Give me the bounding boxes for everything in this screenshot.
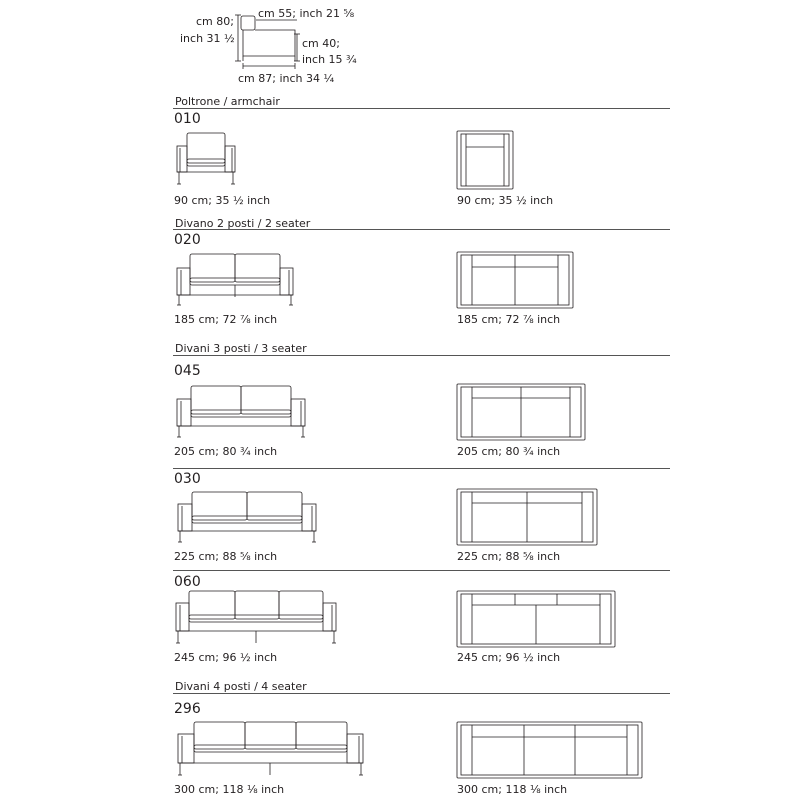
width-label-front-020: 185 cm; 72 ⅞ inch (174, 313, 278, 326)
front-view-296 (178, 722, 363, 775)
seat-depth-label: cm 55; inch 21 ⅝ (258, 7, 355, 20)
width-label-front-296: 300 cm; 118 ⅛ inch (174, 783, 285, 796)
depth-label: cm 87; inch 34 ¼ (238, 72, 335, 85)
width-label-front-010: 90 cm; 35 ½ inch (174, 194, 271, 207)
width-label-top-030: 225 cm; 88 ⅝ inch (457, 550, 561, 563)
width-label-front-030: 225 cm; 88 ⅝ inch (174, 550, 278, 563)
section-title-armchair: Poltrone / armchair (175, 95, 280, 108)
section-title-4-seater: Divani 4 posti / 4 seater (175, 680, 307, 693)
width-label-top-010: 90 cm; 35 ½ inch (457, 194, 554, 207)
top-view-020 (457, 252, 573, 308)
top-view-296 (457, 722, 642, 778)
model-code-045: 045 (174, 363, 201, 379)
section-title-3-seater: Divani 3 posti / 3 seater (175, 342, 307, 355)
height-inch-label: inch 31 ½ (180, 32, 235, 45)
side-view-drawing (235, 15, 300, 69)
model-code-030: 030 (174, 471, 201, 487)
height-cm-label: cm 80; (196, 15, 234, 28)
top-view-010 (457, 131, 513, 189)
front-view-020 (177, 254, 293, 305)
width-label-front-045: 205 cm; 80 ¾ inch (174, 445, 278, 458)
model-code-010: 010 (174, 111, 201, 127)
width-label-top-060: 245 cm; 96 ½ inch (457, 651, 561, 664)
front-view-045 (177, 386, 305, 437)
width-label-top-296: 300 cm; 118 ⅛ inch (457, 783, 568, 796)
seat-height-cm-label: cm 40; (302, 37, 340, 50)
front-view-010 (177, 133, 235, 184)
model-code-020: 020 (174, 232, 201, 248)
model-code-296: 296 (174, 701, 201, 717)
front-view-060 (176, 591, 336, 643)
width-label-top-020: 185 cm; 72 ⅞ inch (457, 313, 561, 326)
width-label-front-060: 245 cm; 96 ½ inch (174, 651, 278, 664)
seat-height-inch-label: inch 15 ¾ (302, 53, 357, 66)
front-view-030 (178, 492, 316, 542)
top-view-060 (457, 591, 615, 647)
section-title-2-seater: Divano 2 posti / 2 seater (175, 217, 311, 230)
width-label-top-045: 205 cm; 80 ¾ inch (457, 445, 561, 458)
model-code-060: 060 (174, 574, 201, 590)
top-view-045 (457, 384, 585, 440)
top-view-030 (457, 489, 597, 545)
